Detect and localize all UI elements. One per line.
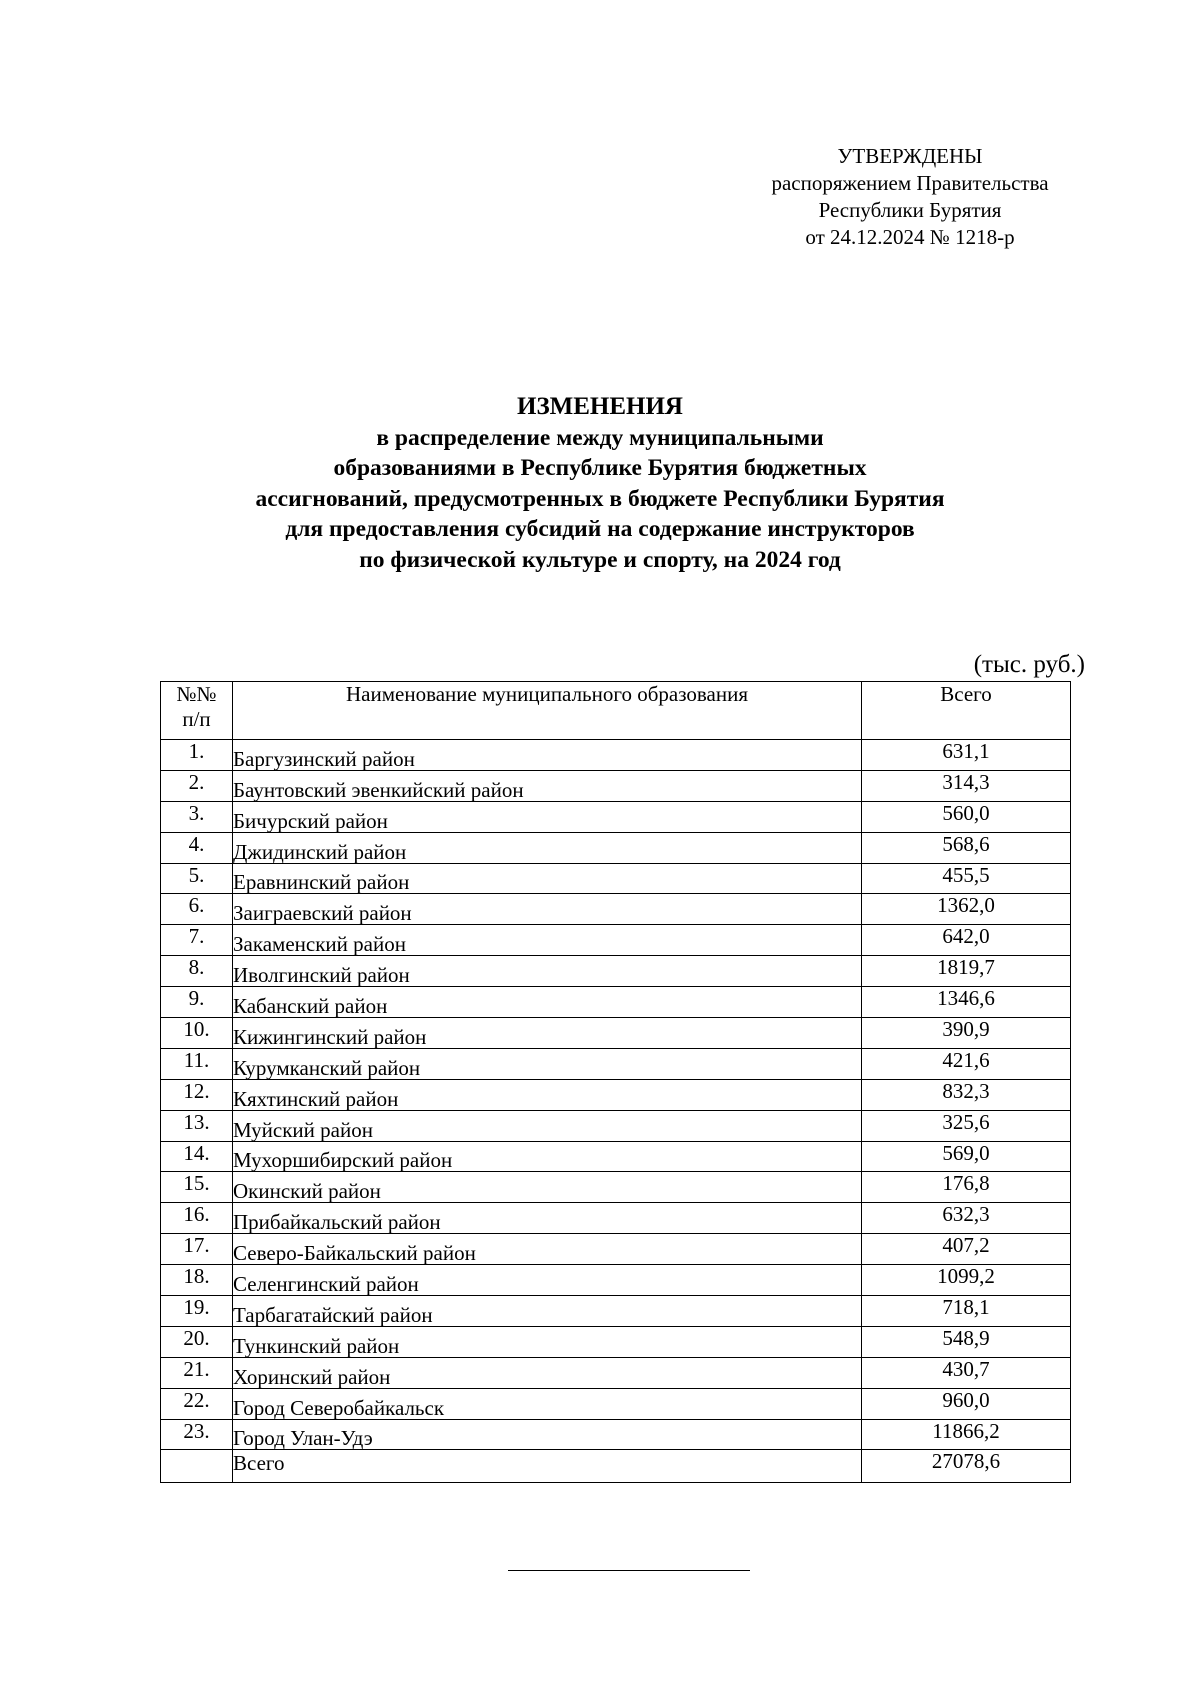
row-total: 568,6 [862,832,1071,863]
row-number: 7. [161,925,233,956]
municipality-name: Тункинский район [233,1326,862,1357]
table-row [161,987,1071,1018]
title-line: по физической культуре и спорту, на 2024 год [359,546,841,573]
row-number: 12. [161,1079,233,1110]
table-row [161,1110,1071,1141]
row-total: 560,0 [862,801,1071,832]
title-main: ИЗМЕНЕНИЯ [517,393,683,420]
row-number: 8. [161,956,233,987]
table-row [161,832,1071,863]
row-number: 15. [161,1172,233,1203]
units-label: (тыс. руб.) [973,651,1085,678]
table-row [161,1388,1071,1419]
row-total: 176,8 [862,1172,1071,1203]
title-line: ассигнований, предусмотренных в бюджете Республики Бурятия [255,485,945,512]
header-number-line2: п/п [182,707,211,731]
row-total: 960,0 [862,1388,1071,1419]
table-row [161,1296,1071,1327]
row-total: 642,0 [862,925,1071,956]
header-total: Всего [862,682,1071,740]
municipality-name: Кяхтинский район [233,1079,862,1110]
table-row [161,770,1071,801]
approval-line: распоряжением Правительства [771,171,1049,195]
municipality-name: Кабанский район [233,987,862,1018]
header-number-line1: №№ [176,682,217,706]
municipality-name: Закаменский район [233,925,862,956]
row-total: 455,5 [862,863,1071,894]
row-total: 390,9 [862,1018,1071,1049]
table-row [161,956,1071,987]
row-total: 407,2 [862,1234,1071,1265]
document-title [150,392,1050,575]
row-number: 16. [161,1203,233,1234]
approval-heading: УТВЕРЖДЕНЫ [837,144,983,168]
title-line: образованиями в Республике Бурятия бюджетных [333,455,867,481]
title-line: для предоставления субсидий на содержание инструкторов [285,516,915,542]
table-row [161,1419,1071,1450]
row-number: 4. [161,832,233,863]
row-number: 23. [161,1419,233,1450]
header-name: Наименование муниципального образования [233,682,862,740]
approval-stamp [740,143,1080,251]
row-number: 6. [161,894,233,925]
grand-total: 27078,6 [862,1450,1071,1483]
row-number: 18. [161,1265,233,1296]
row-number: 21. [161,1357,233,1388]
table-row [161,1172,1071,1203]
municipality-name: Джидинский район [233,832,862,863]
row-total: 569,0 [862,1141,1071,1172]
table-row [161,925,1071,956]
table-row [161,1203,1071,1234]
row-total: 1099,2 [862,1265,1071,1296]
title-line: в распределение между муниципальными [376,424,824,451]
total-row [161,1450,1071,1483]
table-row [161,801,1071,832]
municipality-name: Мухоршибирский район [233,1141,862,1172]
total-label: Всего [233,1450,862,1483]
table-row [161,1357,1071,1388]
table-row [161,1018,1071,1049]
row-total: 314,3 [862,770,1071,801]
municipality-name: Хоринский район [233,1357,862,1388]
municipality-name: Северо-Байкальский район [233,1234,862,1265]
footer-rule [508,1570,750,1571]
row-total: 718,1 [862,1296,1071,1327]
municipality-name: Муйский район [233,1110,862,1141]
header-number [161,682,233,740]
municipality-name: Бичурский район [233,801,862,832]
row-number: 10. [161,1018,233,1049]
table-row [161,894,1071,925]
row-total: 832,3 [862,1079,1071,1110]
row-total: 632,3 [862,1203,1071,1234]
table-header-row [161,682,1071,740]
row-number: 2. [161,770,233,801]
row-total: 11866,2 [862,1419,1071,1450]
table-row [161,1265,1071,1296]
row-total: 421,6 [862,1048,1071,1079]
allocation-table [160,681,1071,1483]
table-row [161,1234,1071,1265]
approval-line: Республики Бурятия [818,198,1002,222]
municipality-name: Иволгинский район [233,956,862,987]
row-number: 22. [161,1388,233,1419]
row-number: 19. [161,1296,233,1327]
table-row [161,863,1071,894]
municipality-name: Город Северобайкальск [233,1388,862,1419]
municipality-name: Тарбагатайский район [233,1296,862,1327]
total-number [161,1450,233,1483]
row-number: 14. [161,1141,233,1172]
row-total: 1819,7 [862,956,1071,987]
row-total: 430,7 [862,1357,1071,1388]
row-total: 631,1 [862,740,1071,771]
municipality-name: Кижингинский район [233,1018,862,1049]
row-total: 548,9 [862,1326,1071,1357]
row-number: 1. [161,740,233,771]
municipality-name: Баргузинский район [233,740,862,771]
row-total: 325,6 [862,1110,1071,1141]
row-number: 3. [161,801,233,832]
row-number: 20. [161,1326,233,1357]
municipality-name: Баунтовский эвенкийский район [233,770,862,801]
table-row [161,1048,1071,1079]
municipality-name: Прибайкальский район [233,1203,862,1234]
municipality-name: Селенгинский район [233,1265,862,1296]
row-number: 17. [161,1234,233,1265]
municipality-name: Город Улан-Удэ [233,1419,862,1450]
table-row [161,740,1071,771]
approval-date-number: от 24.12.2024 № 1218-р [805,225,1015,249]
table-row [161,1326,1071,1357]
row-total: 1362,0 [862,894,1071,925]
row-number: 13. [161,1110,233,1141]
table-row [161,1141,1071,1172]
row-number: 5. [161,863,233,894]
row-total: 1346,6 [862,987,1071,1018]
municipality-name: Окинский район [233,1172,862,1203]
municipality-name: Заиграевский район [233,894,862,925]
row-number: 9. [161,987,233,1018]
municipality-name: Еравнинский район [233,863,862,894]
row-number: 11. [161,1048,233,1079]
table-row [161,1079,1071,1110]
municipality-name: Курумканский район [233,1048,862,1079]
